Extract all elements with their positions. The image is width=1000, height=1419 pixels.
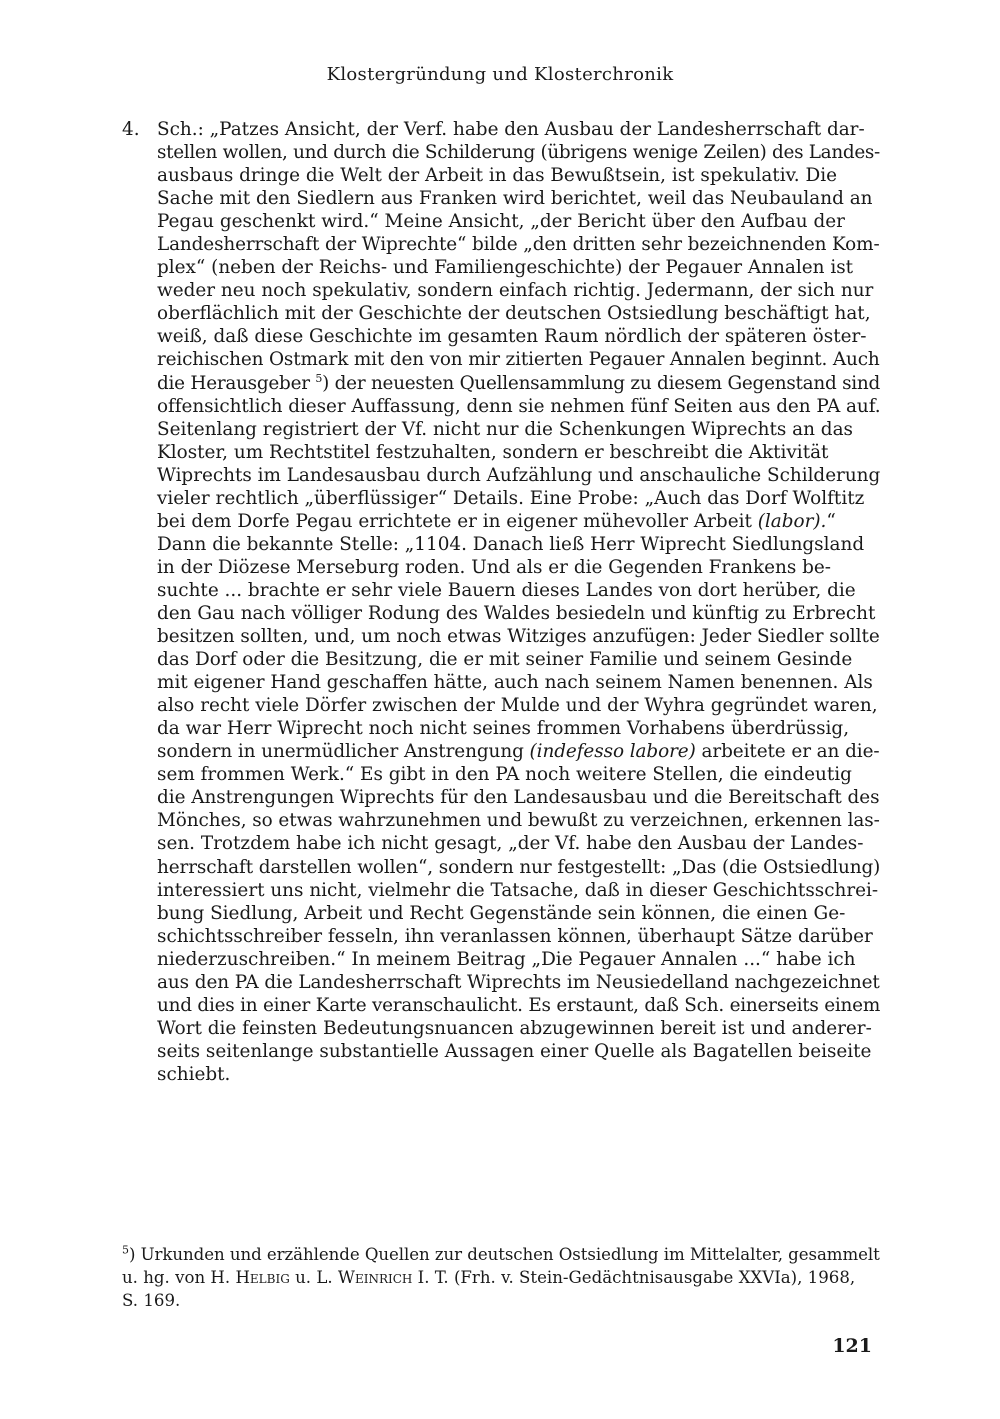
text-line: offensichtlich dieser Auffassung, denn sie nehmen fünf Seiten aus den PA auf.	[157, 395, 881, 417]
text-line: vieler rechtlich „überflüssiger“ Details. Eine Probe: „Auch das Dorf Wolftitz	[157, 487, 865, 509]
text-segment: u. L.	[289, 1268, 338, 1287]
text-line	[157, 510, 880, 533]
text-segment: “	[826, 510, 836, 532]
text-line: reichischen Ostmark mit den von mir zitierten Pegauer Annalen beginnt. Auch	[157, 349, 880, 371]
text-line: Sch.: „Patzes Ansicht, der Verf. habe den Ausbau der Landesherrschaft dar-	[157, 119, 865, 140]
text-line: weiß, daß diese Geschichte im gesamten Raum nördlich der späteren öster-	[157, 326, 867, 348]
text-line	[157, 372, 880, 395]
text-line: und dies in einer Karte veranschaulicht. Es erstaunt, daß Sch. einerseits einem	[157, 994, 881, 1016]
footnote-marker: 5	[122, 1243, 129, 1257]
footnote-line: S. 169.	[122, 1291, 181, 1310]
text-line: oberflächlich mit der Geschichte der deutschen Ostsiedlung beschäftigt hat,	[157, 303, 871, 325]
text-segment: u. hg. von H.	[122, 1268, 236, 1287]
text-line: schiebt.	[157, 1063, 231, 1085]
text-line: Kloster, um Rechtstitel festzuhalten, sondern er beschreibt die Aktivität	[157, 441, 829, 463]
text-segment: arbeitete er an die-	[695, 741, 880, 763]
text-line: also recht viele Dörfer zwischen der Mulde und der Wyhra gegründet waren,	[157, 695, 878, 717]
text-line: sem frommen Werk.“ Es gibt in den PA noch weitere Stellen, die eindeutig	[157, 764, 852, 786]
text-line: Wort die feinsten Bedeutungsnuancen abzugewinnen bereit ist und anderer-	[157, 1017, 872, 1039]
text-segment: sondern in unermüdlicher Anstrengung	[157, 741, 530, 763]
author-name: Helbig	[235, 1268, 290, 1287]
note-body	[157, 118, 880, 1086]
text-line	[157, 740, 880, 763]
text-line: herrschaft darstellen wollen“, sondern nur festgestellt: „Das (die Ostsiedlung)	[157, 856, 881, 878]
italic-text: (indefesso labore)	[529, 741, 696, 763]
text-line: Mönches, so etwas wahrzunehmen und bewußt zu verzeichnen, erkennen las-	[157, 810, 880, 832]
text-line: plex“ (neben der Reichs- und Familiengeschichte) der Pegauer Annalen ist	[157, 257, 854, 279]
footnote-line	[122, 1243, 880, 1266]
text-line: mit eigener Hand geschaffen hätte, auch nach seinem Namen benennen. Als	[157, 672, 873, 694]
text-line: aus den PA die Landesherrschaft Wiprechts im Neusiedelland nachgezeichnet	[157, 971, 880, 993]
text-line: das Dorf oder die Besitzung, die er mit seiner Familie und seinem Gesinde	[157, 649, 853, 671]
text-line: seits seitenlange substantielle Aussagen einer Quelle als Bagatellen beiseite	[157, 1040, 872, 1062]
text-segment: ) Urkunden und erzählende Quellen zur deutschen Ostsiedlung im Mittelalter, gesammelt	[128, 1245, 880, 1264]
text-line: Sache mit den Siedlern aus Franken wird berichtet, weil das Neubauland an	[157, 188, 873, 210]
text-line: Pegau geschenkt wird.“ Meine Ansicht, „der Bericht über den Aufbau der	[157, 211, 845, 233]
text-line: sen. Trotzdem habe ich nicht gesagt, „der Vf. habe den Ausbau der Landes-	[157, 833, 864, 855]
text-line: Dann die bekannte Stelle: „1104. Danach ließ Herr Wiprecht Siedlungsland	[157, 533, 865, 555]
running-head: Klostergründung und Klosterchronik	[326, 64, 674, 85]
text-line: da war Herr Wiprecht noch nicht seines frommen Vorhabens überdrüssig,	[157, 718, 850, 740]
text-segment: I. T. (Frh. v. Stein-Gedächtnisausgabe XXVIa), 1968,	[412, 1268, 856, 1287]
text-line: schichtsschreiber fesseln, ihn veranlassen können, überhaupt Sätze darüber	[157, 925, 873, 947]
text-line: stellen wollen, und durch die Schilderung (übrigens wenige Zeilen) des Landes-	[157, 142, 880, 164]
text-line: Seitenlang registriert der Vf. nicht nur die Schenkungen Wiprechts an das	[157, 418, 853, 440]
text-line: die Anstrengungen Wiprechts für den Landesausbau und die Bereitschaft des	[157, 787, 880, 809]
text-line: Landesherrschaft der Wiprechte“ bilde „den dritten sehr bezeichnenden Kom-	[157, 234, 880, 256]
author-name: Weinrich	[337, 1268, 413, 1287]
footnote-line	[122, 1266, 880, 1289]
footnote-reference[interactable]: 5	[315, 371, 323, 385]
note-4	[122, 118, 880, 1086]
text-line: suchte ... brachte er sehr viele Bauern dieses Landes von dort herüber, die	[157, 579, 856, 601]
text-line: besitzen sollten, und, um noch etwas Witziges anzufügen: Jeder Siedler sollte	[157, 626, 880, 648]
text-segment: bei dem Dorfe Pegau errichtete er in eigener mühevoller Arbeit	[157, 510, 758, 532]
text-line: ausbaus dringe die Welt der Arbeit in das Bewußtsein, ist spekulativ. Die	[157, 165, 837, 187]
italic-text: (labor).	[757, 510, 827, 532]
text-segment: die Herausgeber	[157, 372, 316, 394]
text-line: Wiprechts im Landesausbau durch Aufzählung und anschauliche Schilderung	[157, 464, 881, 486]
text-line: interessiert uns nicht, vielmehr die Tatsache, daß in dieser Geschichtsschrei-	[157, 879, 879, 901]
text-line: den Gau nach völliger Rodung des Waldes besiedeln und künftig zu Erbrecht	[157, 602, 876, 624]
text-line: bung Siedlung, Arbeit und Recht Gegenstände sein können, die einen Ge-	[157, 902, 846, 924]
page-number: 121	[832, 1335, 872, 1357]
text-line: niederzuschreiben.“ In meinem Beitrag „Die Pegauer Annalen ...“ habe ich	[157, 948, 856, 970]
text-line: weder neu noch spekulativ, sondern einfach richtig. Jedermann, der sich nur	[157, 280, 874, 302]
text-line: in der Diözese Merseburg roden. Und als er die Gegenden Frankens be-	[157, 556, 832, 578]
footnote-5	[122, 1243, 880, 1312]
text-segment: ) der neuesten Quellensammlung zu diesem Gegenstand sind	[322, 372, 881, 394]
note-number: 4.	[122, 119, 140, 140]
